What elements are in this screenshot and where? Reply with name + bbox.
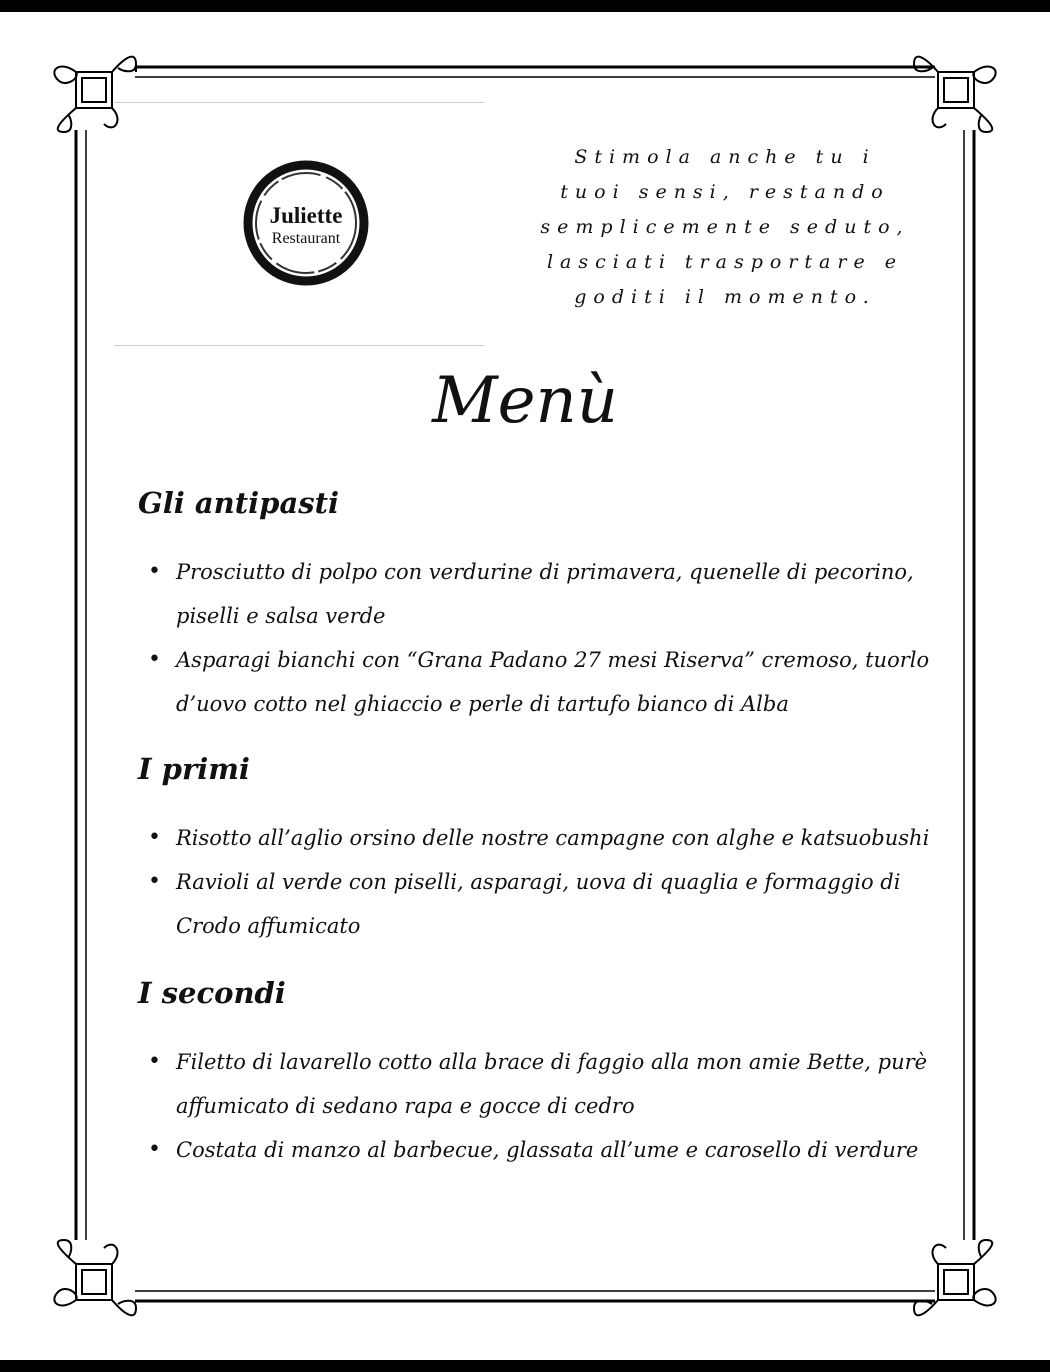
tagline-line: semplicemente seduto, bbox=[540, 216, 910, 238]
dish-item: • Asparagi bianchi con “Grana Padano 27 mesi Riserva” cremoso, tuorlo d’uovo cotto nel ghiaccio e perle di tartufo bianco di Alba bbox=[138, 638, 938, 726]
section-secondi bbox=[138, 976, 938, 1172]
tagline bbox=[540, 140, 910, 315]
tagline-line: tuoi sensi, restando bbox=[560, 181, 890, 203]
menu-title: Menù bbox=[432, 364, 618, 438]
dish-item: • Ravioli al verde con piselli, asparagi, uova di quaglia e formaggio di Crodo affumicato bbox=[138, 860, 938, 948]
restaurant-logo bbox=[236, 153, 376, 293]
dish-item: • Costata di manzo al barbecue, glassata all’ume e carosello di verdure bbox=[138, 1128, 938, 1172]
logo-subtitle: Restaurant bbox=[271, 230, 341, 247]
logo-panel bbox=[114, 102, 484, 346]
section-title: Gli antipasti bbox=[138, 486, 339, 520]
dish-list bbox=[138, 550, 938, 726]
section-title: I primi bbox=[138, 752, 250, 786]
tagline-line: Stimola anche tu i bbox=[574, 146, 876, 168]
section-antipasti bbox=[138, 486, 938, 726]
dish-list bbox=[138, 1040, 938, 1172]
section-primi bbox=[138, 752, 938, 948]
tagline-line: goditi il momento. bbox=[574, 286, 876, 308]
tagline-line: lasciati trasportare e bbox=[546, 251, 903, 273]
logo-name: Juliette bbox=[269, 203, 343, 228]
section-title: I secondi bbox=[138, 976, 286, 1010]
dish-item: • Filetto di lavarello cotto alla brace di faggio alla mon amie Bette, purè affumicato di sedano rapa e gocce di cedro bbox=[138, 1040, 938, 1128]
dish-list bbox=[138, 816, 938, 948]
dish-item: • Risotto all’aglio orsino delle nostre campagne con alghe e katsuobushi bbox=[138, 816, 938, 860]
dish-item: • Prosciutto di polpo con verdurine di primavera, quenelle di pecorino, piselli e salsa verde bbox=[138, 550, 938, 638]
